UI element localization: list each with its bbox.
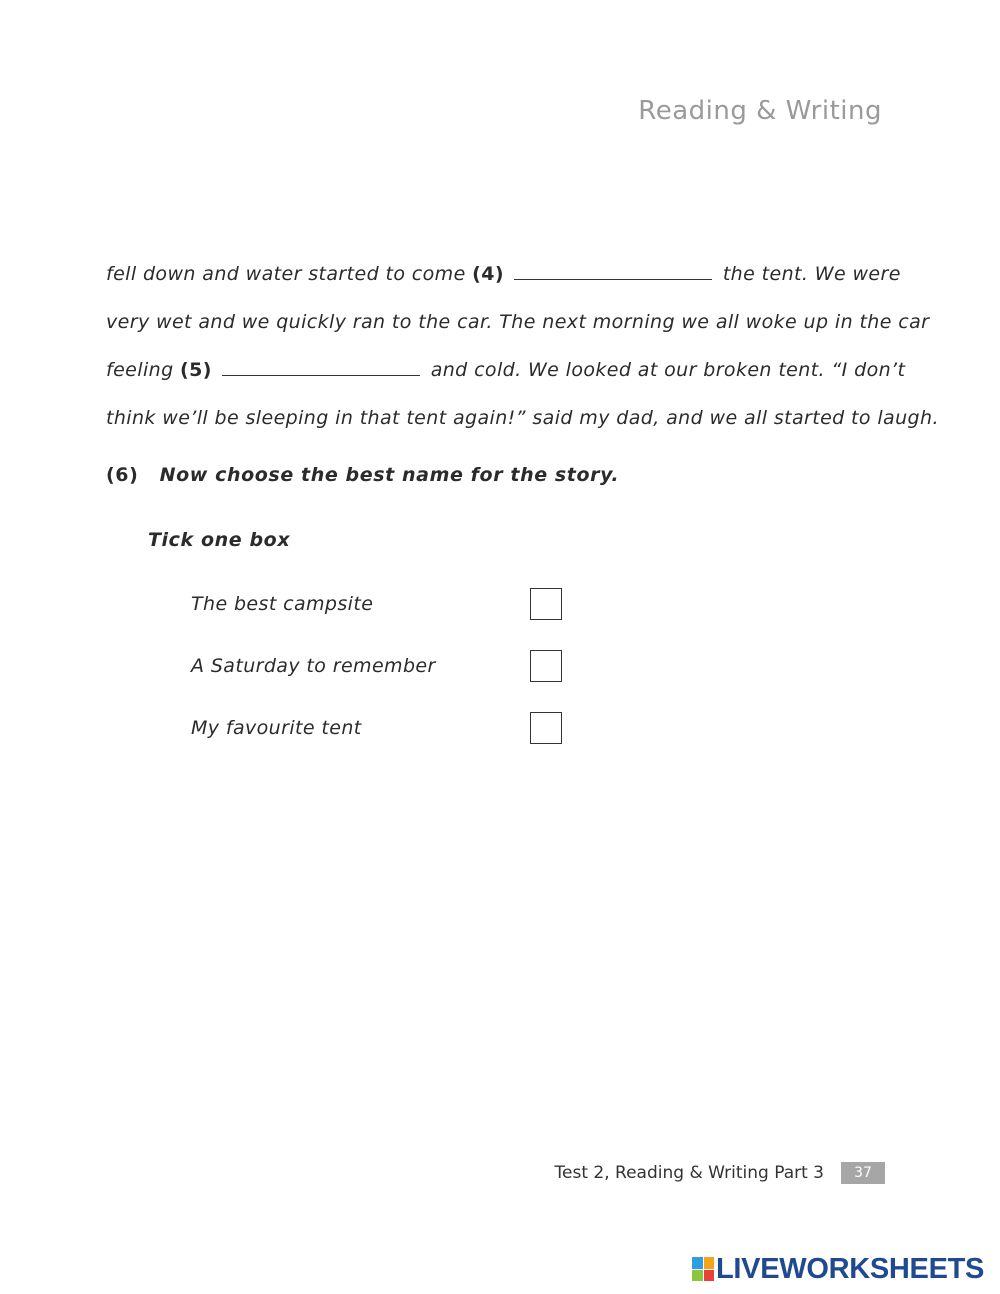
page-header-title: Reading & Writing [638,96,882,126]
question-6-number: (6) [106,464,139,486]
logo-square-4 [704,1270,715,1282]
question-6-text: Now choose the best name for the story. [159,464,620,486]
liveworksheets-logo-icon [692,1257,714,1281]
logo-square-3 [692,1270,703,1282]
story-text [106,250,939,442]
logo-square-2 [704,1257,715,1269]
page-number-badge: 37 [841,1162,885,1184]
option-checkbox-1[interactable] [530,588,562,620]
story-line-3-end: and cold. We looked at our broken tent. “I don’t [430,359,906,381]
question-6-instruction [106,464,619,486]
story-line-1-end: the tent. We were [722,263,901,285]
option-row-1 [191,588,571,624]
option-checkbox-3[interactable] [530,712,562,744]
option-label-2: A Saturday to remember [191,655,436,677]
story-line-1 [106,250,901,298]
question-4-number: (4) [472,263,504,285]
option-checkbox-2[interactable] [530,650,562,682]
story-line-3-start: feeling [106,359,174,381]
footer-text: Test 2, Reading & Writing Part 3 [554,1163,824,1183]
story-line-1-start: fell down and water started to come [106,263,466,285]
answer-blank-4[interactable] [514,259,712,280]
liveworksheets-brand [692,1253,984,1285]
question-5-number: (5) [179,359,212,381]
story-line-3 [106,346,906,394]
option-label-3: My favourite tent [191,717,362,739]
logo-square-1 [692,1257,703,1269]
story-line-4: think we’ll be sleeping in that tent again!” said my dad, and we all started to laugh. [106,407,939,429]
option-label-1: The best campsite [191,593,374,615]
story-line-2: very wet and we quickly ran to the car. The next morning we all woke up in the car [106,311,930,333]
tick-one-box-label: Tick one box [148,529,291,551]
answer-blank-5[interactable] [222,355,420,376]
option-row-2 [191,650,571,686]
option-row-3 [191,712,571,748]
brand-name: LIVEWORKSHEETS [716,1252,985,1285]
